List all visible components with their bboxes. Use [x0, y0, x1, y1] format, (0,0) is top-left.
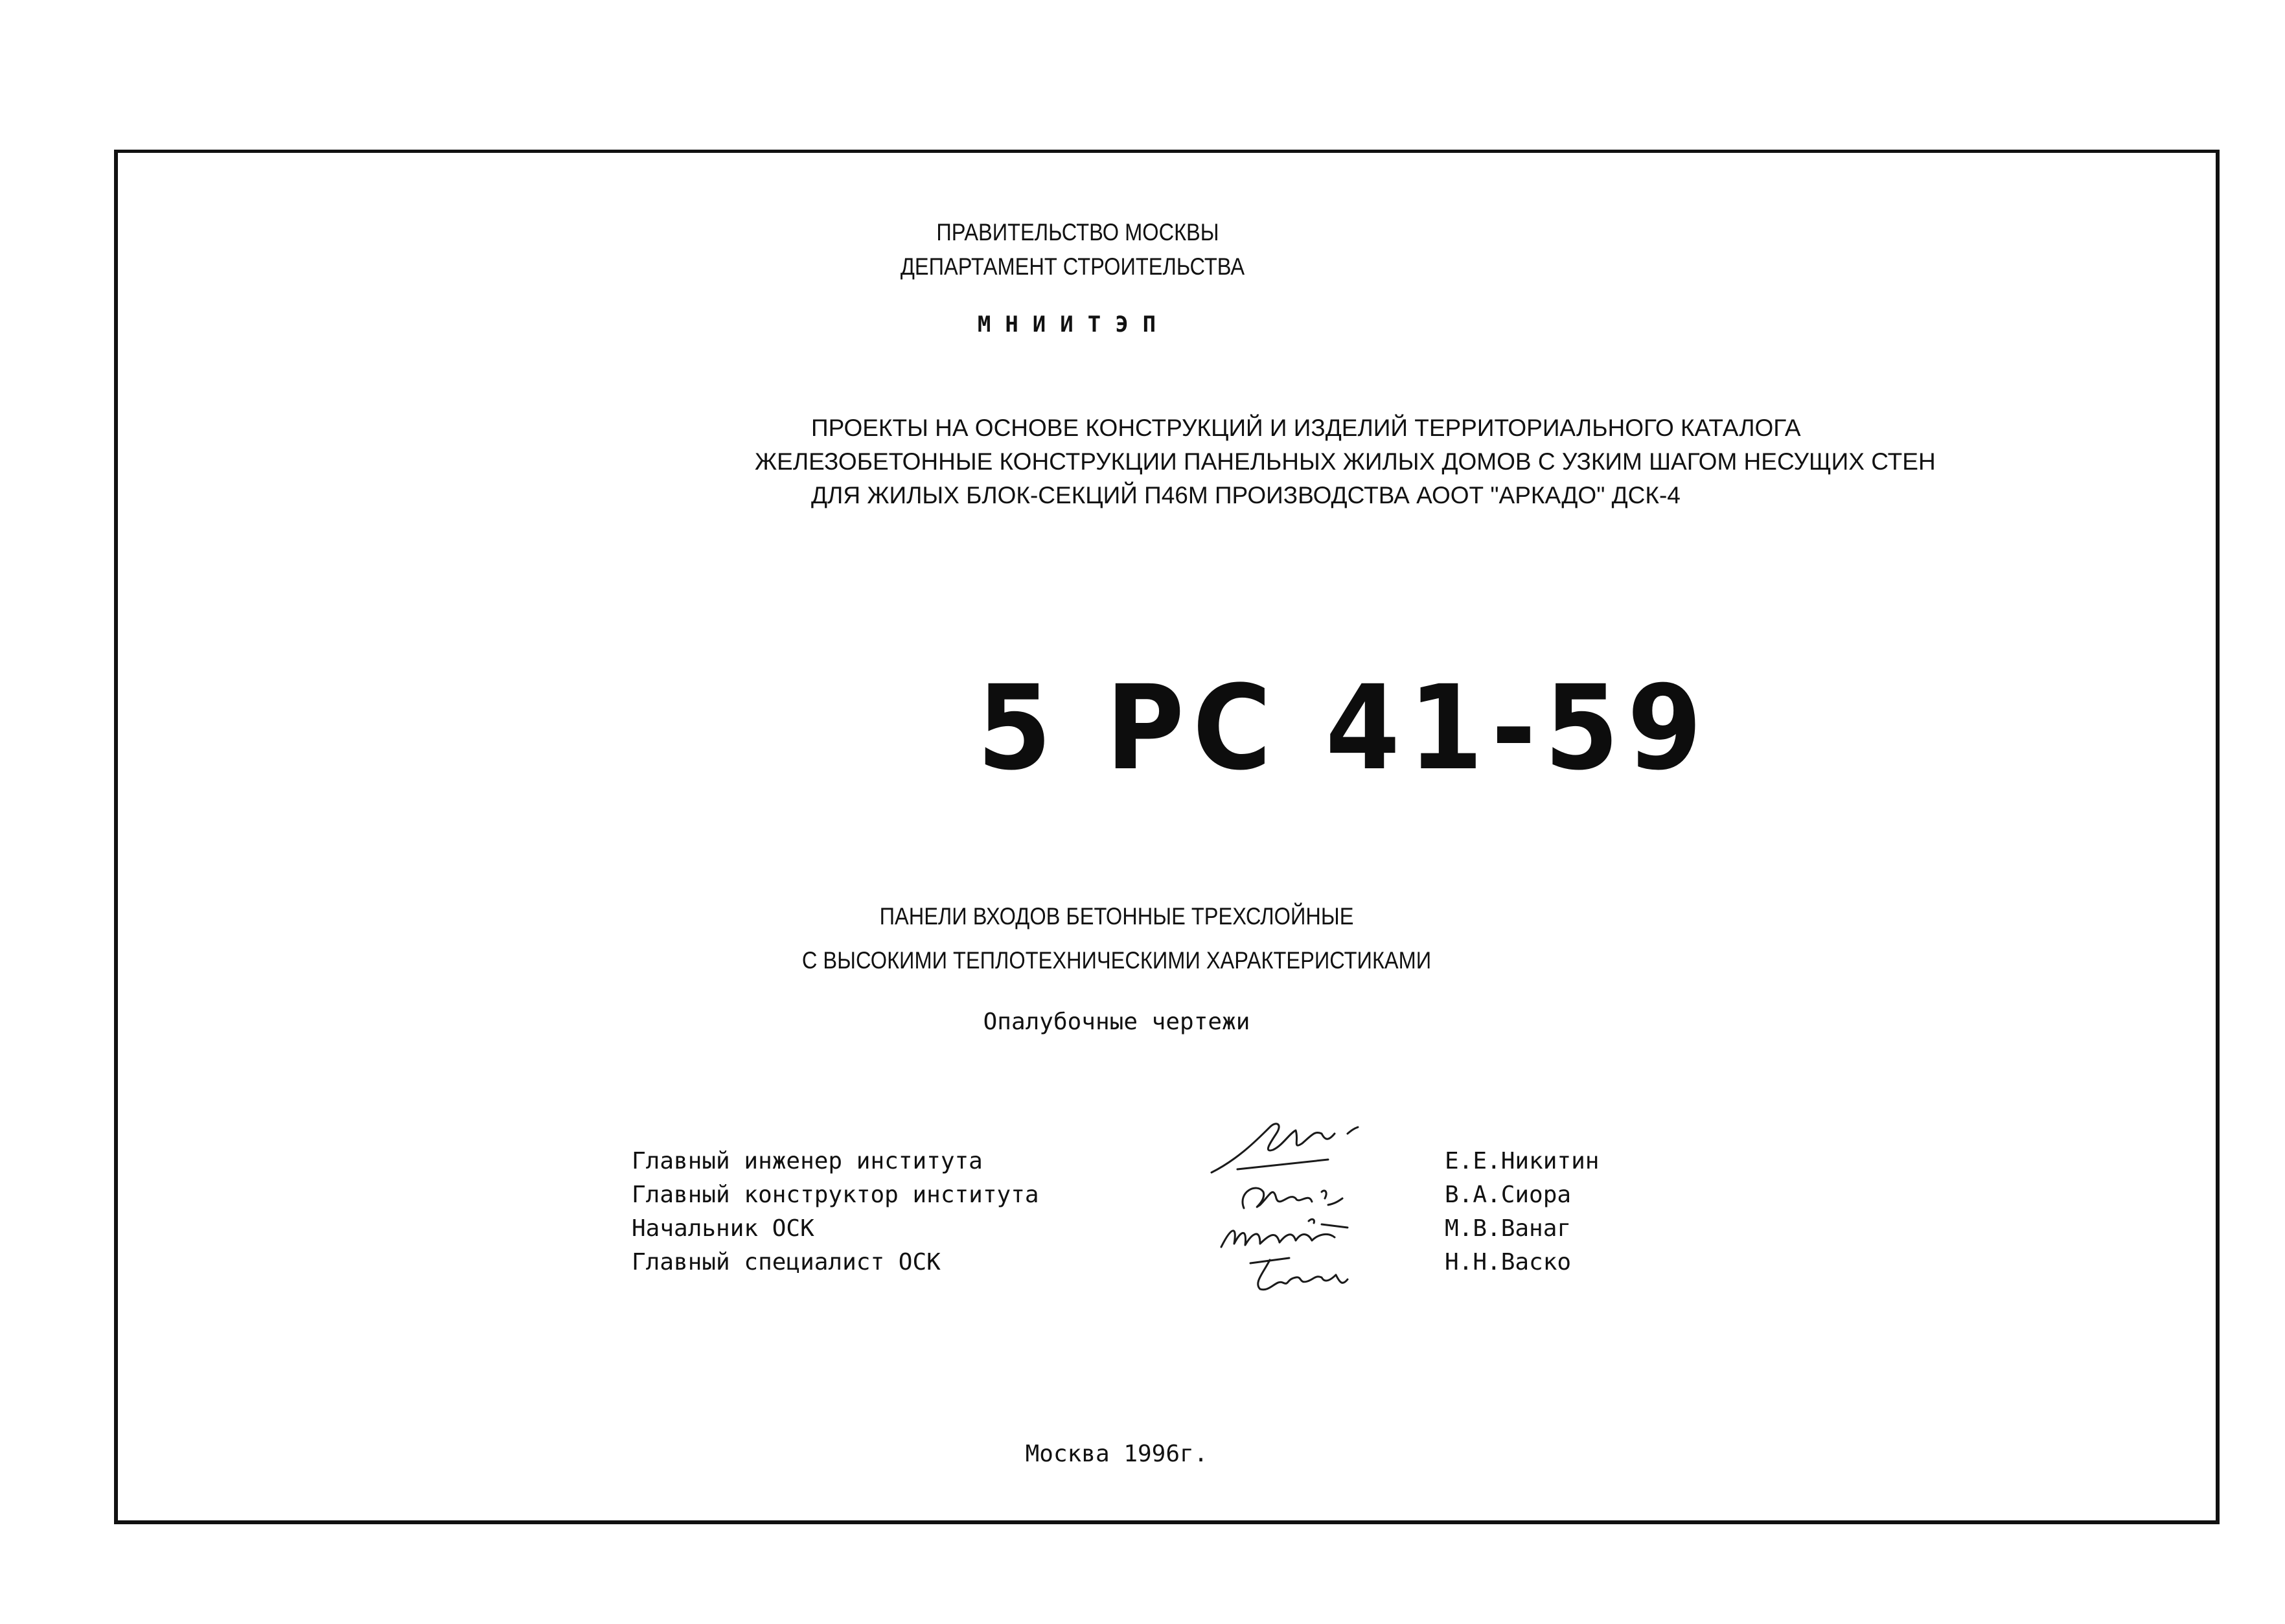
- series-line-3: ДЛЯ ЖИЛЫХ БЛОК-СЕКЦИЙ П46М ПРОИЗВОДСТВА АООТ "АРКАДО" ДСК-4: [811, 482, 1681, 509]
- series-line-1: ПРОЕКТЫ НА ОСНОВЕ КОНСТРУКЦИЙ И ИЗДЕЛИЙ ТЕРРИТОРИАЛЬНОГО КАТАЛОГА: [811, 415, 1801, 441]
- government-header: ПРАВИТЕЛЬСТВО МОСКВЫ: [936, 219, 1219, 246]
- staff-name: М.В.Ванаг: [1445, 1215, 1572, 1242]
- signatures: [1199, 1095, 1445, 1302]
- signature-2-icon: [1243, 1188, 1342, 1208]
- staff-roles: [632, 1145, 1039, 1279]
- document-title-line-2: С ВЫСОКИМИ ТЕПЛОТЕХНИЧЕСКИМИ ХАРАКТЕРИСТИКАМИ: [801, 947, 1432, 974]
- department-header: ДЕПАРТАМЕНТ СТРОИТЕЛЬСТВА: [900, 253, 1245, 280]
- institute-name: МНИИТЭП: [977, 312, 1171, 337]
- staff-role: Начальник ОСК: [632, 1215, 814, 1242]
- signature-3-icon: [1221, 1219, 1348, 1247]
- series-line-2: ЖЕЛЕЗОБЕТОННЫЕ КОНСТРУКЦИИ ПАНЕЛЬНЫХ ЖИЛЫХ ДОМОВ С УЗКИМ ШАГОМ НЕСУЩИХ СТЕН: [755, 448, 1936, 475]
- staff-role: Главный специалист ОСК: [632, 1249, 941, 1275]
- staff-name: Е.Е.Никитин: [1445, 1148, 1600, 1174]
- signature-1-icon: [1211, 1124, 1358, 1172]
- staff-name: Н.Н.Васко: [1445, 1249, 1572, 1275]
- staff-role: Главный инженер института: [632, 1148, 983, 1174]
- document-title-line-1: ПАНЕЛИ ВХОДОВ БЕТОННЫЕ ТРЕХСЛОЙНЫЕ: [879, 903, 1354, 930]
- document-subtitle: Опалубочные чертежи: [983, 1009, 1250, 1035]
- staff-names: [1445, 1145, 1599, 1279]
- staff-name: В.А.Сиора: [1445, 1182, 1572, 1208]
- document-designation: 5 РС 41-59: [977, 661, 1710, 796]
- signature-4-icon: [1250, 1258, 1348, 1290]
- city-year: Москва 1996г.: [1025, 1441, 1208, 1467]
- staff-role: Главный конструктор института: [632, 1182, 1039, 1208]
- drawing-frame: [114, 150, 2220, 1524]
